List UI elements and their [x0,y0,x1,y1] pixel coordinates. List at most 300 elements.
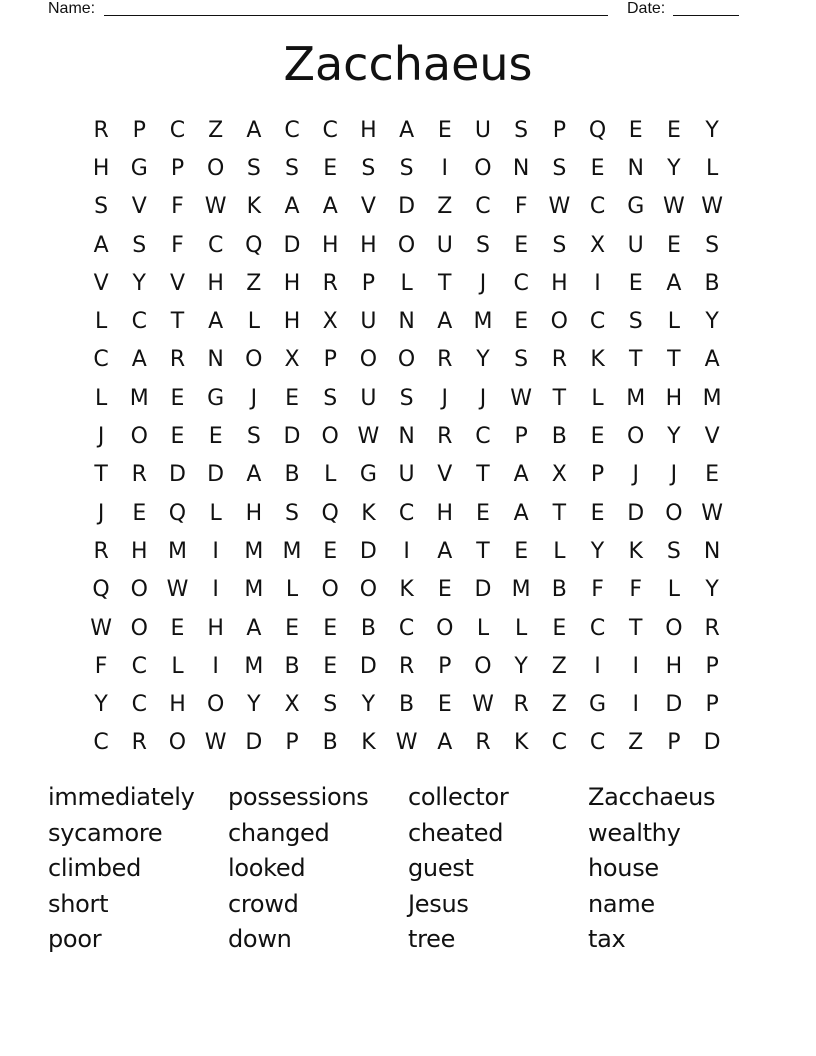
grid-letter: C [131,653,147,679]
grid-letter: T [170,309,185,335]
grid-letter: H [207,615,224,641]
grid-letter: A [246,615,262,641]
grid-letter: I [212,538,219,564]
grid-letter: U [398,462,415,488]
grid-letter: S [514,347,529,373]
grid-letter: D [398,194,416,220]
grid-letter: B [704,270,720,296]
grid-letter: B [360,615,376,641]
grid-letter: I [403,538,410,564]
grid-letter: F [514,194,528,220]
grid-letter: O [550,309,568,335]
word-list-item: wealthy [588,818,681,847]
grid-letter: M [702,385,722,411]
grid-letter: A [437,538,453,564]
grid-letter: S [514,117,529,143]
grid-letter: S [246,424,261,450]
grid-letter: R [513,692,529,718]
grid-letter: F [591,577,604,603]
grid-letter: H [283,270,301,296]
grid-letter: L [94,309,108,335]
grid-letter: J [250,385,258,411]
grid-letter: W [204,730,227,756]
grid-letter: J [479,270,487,296]
grid-letter: W [357,424,380,450]
grid-letter: A [437,730,453,756]
grid-letter: G [130,155,148,181]
grid-letter: O [665,615,683,641]
date-label: Date: [627,0,666,17]
grid-letter: S [399,385,414,411]
grid-letter: M [282,538,302,564]
grid-letter: E [590,155,605,181]
grid-letter: G [627,194,645,220]
grid-letter: T [438,270,452,296]
grid-letter: R [551,347,567,373]
grid-letter: R [131,462,147,488]
grid-letter: H [665,653,683,679]
grid-letter: F [629,577,643,603]
grid-letter: J [441,385,449,411]
grid-letter: N [703,538,721,564]
grid-letter: V [360,194,376,220]
grid-letter: O [206,155,225,181]
grid-letter: D [359,538,377,564]
grid-letter: S [705,232,720,258]
grid-letter: C [131,309,147,335]
grid-letter: V [93,270,109,296]
grid-letter: H [131,538,148,564]
grid-letter: O [397,232,416,258]
grid-letter: O [321,424,339,450]
grid-letter: E [132,500,147,526]
grid-letter: L [705,155,719,181]
grid-letter: W [90,615,112,641]
grid-letter: L [400,270,413,296]
grid-letter: Z [437,194,453,220]
word-list-item: collector [408,783,509,811]
grid-letter: M [244,653,264,679]
grid-letter: X [589,232,606,258]
grid-letter: C [93,347,109,373]
grid-letter: O [130,615,148,641]
grid-letter: K [513,730,529,756]
grid-letter: N [627,155,644,181]
grid-letter: P [590,462,605,488]
grid-letter: L [324,462,337,488]
grid-letter: H [169,692,186,718]
grid-letter: P [705,653,719,679]
grid-letter: O [627,424,645,450]
grid-letter: S [285,500,300,526]
grid-letter: T [476,462,490,488]
grid-letter: X [551,462,567,488]
grid-letter: F [171,232,184,258]
grid-letter: U [360,385,377,411]
grid-letter: K [399,577,414,603]
grid-letter: X [284,692,300,718]
grid-letter: H [321,232,339,258]
grid-letter: C [475,194,491,220]
grid-letter: R [437,347,453,373]
grid-letter: L [285,577,299,603]
word-list-item: guest [408,854,474,883]
grid-letter: E [437,117,452,143]
grid-letter: M [129,385,149,411]
grid-letter: H [360,232,377,258]
grid-letter: V [437,462,453,488]
page-title: Zacchaeus [283,37,533,91]
grid-letter: L [247,309,260,335]
grid-letter: Y [667,155,681,181]
grid-letter: Z [246,270,262,296]
grid-letter: C [169,117,186,143]
grid-letter: C [207,232,224,258]
grid-letter: H [245,500,263,526]
grid-letter: B [322,730,338,756]
grid-letter: E [705,462,720,488]
grid-letter: L [667,577,681,603]
grid-letter: D [245,730,263,756]
grid-letter: D [168,462,186,488]
grid-letter: U [436,232,453,258]
grid-letter: Y [514,653,528,679]
grid-letter: P [514,424,528,450]
grid-letter: O [321,577,339,603]
word-list-item: tax [588,925,626,954]
grid-letter: T [552,385,567,411]
grid-letter: S [132,232,147,258]
grid-letter: J [97,424,105,450]
grid-letter: L [209,500,222,526]
grid-letter: F [171,194,184,220]
grid-letter: I [632,653,639,679]
grid-letter: A [399,117,415,143]
grid-letter: O [474,155,492,181]
name-label: Name: [48,0,96,17]
grid-letter: W [166,577,189,603]
grid-letter: V [169,270,185,296]
grid-letter: A [437,309,453,335]
grid-letter: D [627,500,645,526]
grid-letter: L [94,385,108,411]
grid-letter: C [322,117,338,143]
grid-letter: C [551,730,568,756]
grid-letter: O [359,577,378,603]
grid-letter: N [398,424,415,450]
grid-letter: S [628,309,643,335]
grid-letter: O [474,653,492,679]
grid-letter: R [704,615,720,641]
grid-letter: V [131,194,147,220]
grid-letter: M [626,385,646,411]
grid-letter: N [512,155,530,181]
grid-letter: W [701,194,723,220]
grid-letter: L [591,385,604,411]
grid-letter: H [360,117,377,143]
grid-letter: L [171,653,184,679]
grid-letter: C [93,730,109,756]
grid-letter: Q [321,500,339,526]
grid-letter: X [322,309,338,335]
grid-letter: E [590,424,605,450]
grid-letter: I [441,155,449,181]
word-list [48,780,768,958]
word-list-item: house [588,854,659,883]
grid-letter: E [323,538,338,564]
grid-letter: W [663,194,685,220]
grid-letter: B [399,692,415,718]
grid-letter: E [170,615,185,641]
grid-letter: C [513,270,529,296]
grid-letter: S [285,155,300,181]
grid-letter: H [92,155,110,181]
word-list-item: poor [48,925,102,954]
grid-letter: S [361,155,376,181]
grid-letter: Q [92,577,110,603]
grid-letter: Y [247,692,261,718]
grid-letter: E [628,117,643,143]
grid-letter: A [704,347,720,373]
grid-letter: M [167,538,187,564]
grid-letter: A [93,232,109,258]
grid-letter: H [283,309,301,335]
grid-letter: O [359,347,378,373]
grid-letter: S [552,155,567,181]
grid-letter: D [359,653,377,679]
grid-letter: N [398,309,415,335]
grid-letter: Y [94,692,108,718]
grid-letter: B [284,462,300,488]
grid-letter: P [132,117,146,143]
grid-letter: G [359,462,377,488]
grid-letter: K [361,730,376,756]
grid-letter: I [594,270,601,296]
grid-letter: E [590,500,605,526]
grid-letter: N [207,347,224,373]
grid-letter: Q [168,500,187,526]
grid-letter: V [704,424,720,450]
grid-letter: Y [705,577,719,603]
grid-letter: O [130,577,148,603]
grid-letter: W [204,194,227,220]
grid-letter: L [476,615,490,641]
grid-letter: R [398,653,415,679]
grid-letter: C [284,117,300,143]
grid-letter: M [244,577,264,603]
grid-letter: S [475,232,490,258]
grid-letter: H [551,270,568,296]
grid-letter: A [513,500,529,526]
grid-letter: Y [132,270,146,296]
grid-letter: O [245,347,263,373]
grid-letter: Y [667,424,681,450]
grid-letter: A [284,194,300,220]
grid-letter: G [207,385,225,411]
grid-letter: T [552,500,567,526]
grid-letter: R [475,730,491,756]
word-list-item: crowd [228,889,299,918]
grid-letter: D [283,424,301,450]
grid-letter: I [212,577,219,603]
grid-letter: L [553,538,566,564]
grid-letter: C [131,692,147,718]
grid-letter: A [246,117,262,143]
grid-letter: A [666,270,682,296]
grid-letter: D [474,577,492,603]
grid-letter: R [169,347,186,373]
grid-letter: O [397,347,416,373]
grid-letter: U [360,309,377,335]
word-list-item: looked [228,854,306,883]
grid-letter: P [285,730,299,756]
name-blank-line [104,15,608,16]
grid-letter: E [628,270,643,296]
grid-letter: Q [245,232,263,258]
word-list-item: Zacchaeus [588,783,716,811]
word-list-item: immediately [48,783,195,811]
grid-letter: W [548,194,571,220]
grid-letter: U [474,117,492,143]
grid-letter: E [285,615,299,641]
grid-letter: U [627,232,644,258]
grid-letter: E [323,615,338,641]
grid-letter: S [323,692,338,718]
header-line [48,0,740,20]
grid-letter: A [322,194,338,220]
grid-letter: E [323,155,338,181]
grid-letter: L [515,615,528,641]
grid-letter: C [398,615,415,641]
word-list-item: down [228,925,292,954]
grid-letter: K [628,538,643,564]
grid-letter: I [212,653,219,679]
word-list-item: tree [408,925,456,954]
grid-letter: G [589,692,607,718]
grid-letter: C [398,500,415,526]
grid-letter: K [361,500,376,526]
grid-letter: E [170,385,185,411]
grid-letter: E [552,615,567,641]
grid-letter: E [208,424,223,450]
grid-letter: C [475,424,491,450]
grid-letter: O [665,500,683,526]
grid-letter: Y [361,692,376,718]
word-list-item: Jesus [408,889,469,918]
grid-letter: E [285,385,299,411]
word-list-item: cheated [408,818,504,847]
word-list-item: sycamore [48,818,163,847]
grid-letter: B [551,424,567,450]
grid-letter: D [207,462,225,488]
grid-letter: S [94,194,109,220]
grid-letter: P [705,692,719,718]
word-list-item: short [48,889,109,918]
word-list-item: possessions [228,783,369,811]
grid-letter: M [473,309,493,335]
grid-letter: A [246,462,262,488]
grid-letter: P [361,270,376,296]
grid-letter: J [632,462,639,488]
grid-letter: R [93,117,109,143]
grid-letter: S [552,232,567,258]
grid-letter: A [208,309,224,335]
grid-letter: P [438,653,452,679]
grid-letter: C [589,730,606,756]
grid-letter: S [666,538,681,564]
grid-letter: B [284,653,300,679]
word-list-item: climbed [48,854,142,883]
grid-letter: T [667,347,681,373]
grid-letter: Y [476,347,490,373]
grid-letter: P [170,155,185,181]
grid-letter: E [476,500,490,526]
grid-letter: S [323,385,338,411]
grid-letter: D [665,692,683,718]
grid-letter: E [666,117,681,143]
grid-letter: P [552,117,566,143]
grid-letter: Q [588,117,607,143]
grid-letter: J [97,500,105,526]
grid-letter: Y [590,538,605,564]
grid-letter: M [244,538,264,564]
grid-letter: K [590,347,605,373]
date-blank-line [673,15,739,16]
grid-letter: Z [628,730,644,756]
grid-letter: H [207,270,224,296]
grid-letter: J [479,385,487,411]
grid-letter: H [436,500,454,526]
grid-letter: E [514,538,529,564]
grid-letter: R [322,270,338,296]
grid-letter: S [246,155,261,181]
grid-letter: W [701,500,723,526]
grid-letter: O [436,615,454,641]
grid-letter: E [170,424,185,450]
grid-letter: E [514,309,529,335]
word-search-grid [82,111,731,762]
grid-letter: W [472,692,494,718]
grid-letter: C [589,309,606,335]
grid-letter: F [94,653,108,679]
grid-letter: T [94,462,108,488]
grid-letter: O [130,424,148,450]
grid-letter: D [703,730,721,756]
grid-letter: Z [208,117,224,143]
grid-letter: C [589,615,606,641]
grid-letter: R [93,538,109,564]
grid-letter: Y [705,309,719,335]
grid-letter: P [323,347,337,373]
grid-letter: E [437,692,452,718]
grid-letter: H [665,385,683,411]
grid-letter: X [284,347,300,373]
grid-letter: Z [551,653,567,679]
grid-letter: L [667,309,681,335]
grid-letter: S [399,155,414,181]
grid-letter: B [551,577,567,603]
grid-letter: O [168,730,187,756]
grid-letter: A [131,347,147,373]
grid-letter: R [437,424,453,450]
grid-letter: Z [551,692,567,718]
grid-letter: T [476,538,490,564]
grid-letter: I [632,692,639,718]
grid-letter: K [246,194,262,220]
grid-letter: O [206,692,225,718]
grid-letter: T [628,347,643,373]
grid-letter: M [511,577,531,603]
